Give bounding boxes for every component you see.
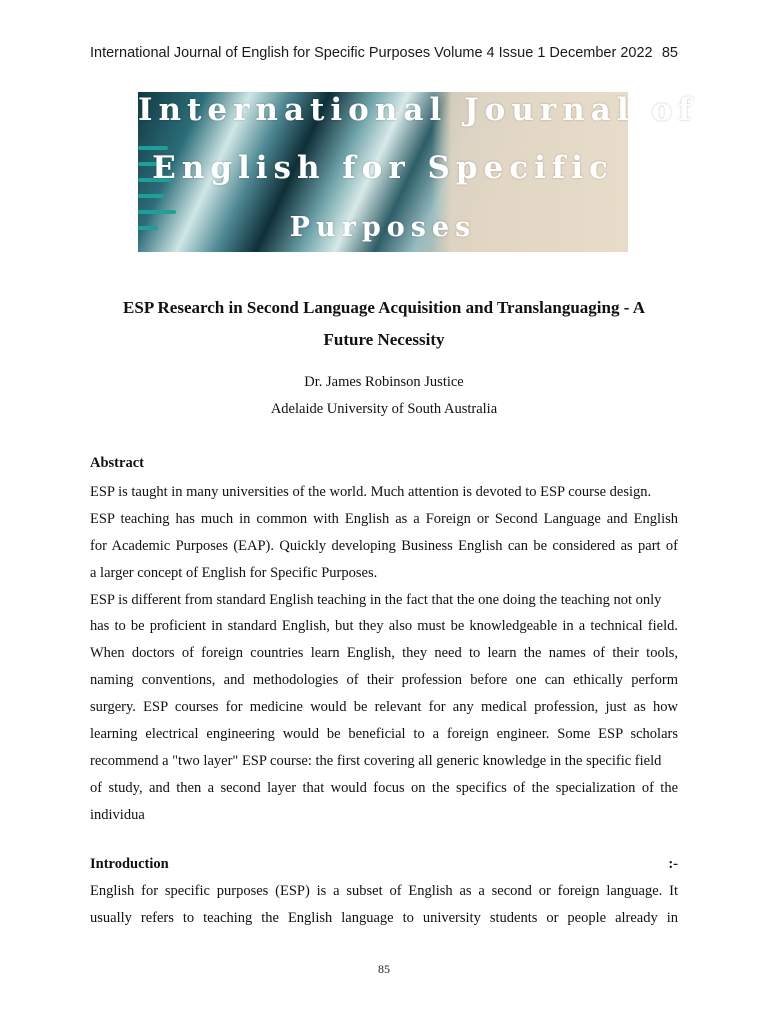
introduction-line: usually refers to teaching the English language to university students or people already in [90, 909, 678, 926]
header-page-number: 85 [661, 45, 678, 61]
introduction-heading-label: Introduction [90, 856, 169, 872]
abstract-line: ESP is taught in many universities of the world. Much attention is devoted to ESP course design. [90, 484, 652, 500]
running-header [90, 45, 678, 65]
abstract-line: a larger concept of English for Specific Purposes. [90, 564, 378, 581]
journal-banner-image [138, 92, 698, 252]
footer-page-number: 85 [378, 962, 390, 976]
abstract-line: When doctors of foreign countries learn English, they need to learn the names of their tools, [90, 645, 678, 662]
abstract-line: individua [90, 806, 145, 823]
introduction-heading [90, 856, 678, 873]
abstract-line: surgery. ESP courses for medicine would be relevant for any medical profession, just as how [90, 699, 678, 716]
abstract-line: for Academic Purposes (EAP). Quickly developing Business English can be considered as part of [90, 537, 678, 554]
introduction-heading-colon: :- [668, 856, 678, 872]
abstract-heading: Abstract [90, 455, 144, 471]
article-title [90, 292, 678, 356]
abstract-body [90, 479, 678, 829]
introduction-body [90, 878, 678, 932]
author-affiliation: Adelaide University of South Australia [270, 401, 498, 417]
article-title-line: Future Necessity [323, 330, 445, 349]
abstract-line: learning electrical engineering would be beneficial to a foreign engineer. Some ESP scholars [90, 726, 678, 743]
banner-title-line: International Journal of [138, 92, 698, 128]
introduction-line: English for specific purposes (ESP) is a subset of English as a second or foreign language. It [90, 883, 678, 899]
banner-title-line: Purposes [289, 212, 477, 243]
abstract-line: ESP teaching has much in common with English as a Foreign or Second Language and English [90, 510, 678, 527]
abstract-line: naming conventions, and methodologies of their profession before one can ethically perform [90, 672, 678, 689]
banner-brush-streak [138, 194, 164, 198]
abstract-line: of study, and then a second layer that would focus on the specifics of the specialization of the [90, 779, 678, 796]
author-name: Dr. James Robinson Justice [304, 374, 464, 390]
abstract-line: has to be proficient in standard English, but they also must be knowledgeable in a technical field. [90, 618, 678, 635]
abstract-line: recommend a "two layer" ESP course: the first covering all generic knowledge in the specific field [90, 752, 662, 769]
banner-title-line: English for Specific [152, 150, 614, 186]
abstract-line: ESP is different from standard English teaching in the fact that the one doing the teaching not only [90, 591, 662, 608]
article-title-line: ESP Research in Second Language Acquisition and Translanguaging - A [123, 298, 645, 317]
journal-running-title: International Journal of English for Specific Purposes Volume 4 Issue 1 December 2022 [90, 45, 653, 61]
